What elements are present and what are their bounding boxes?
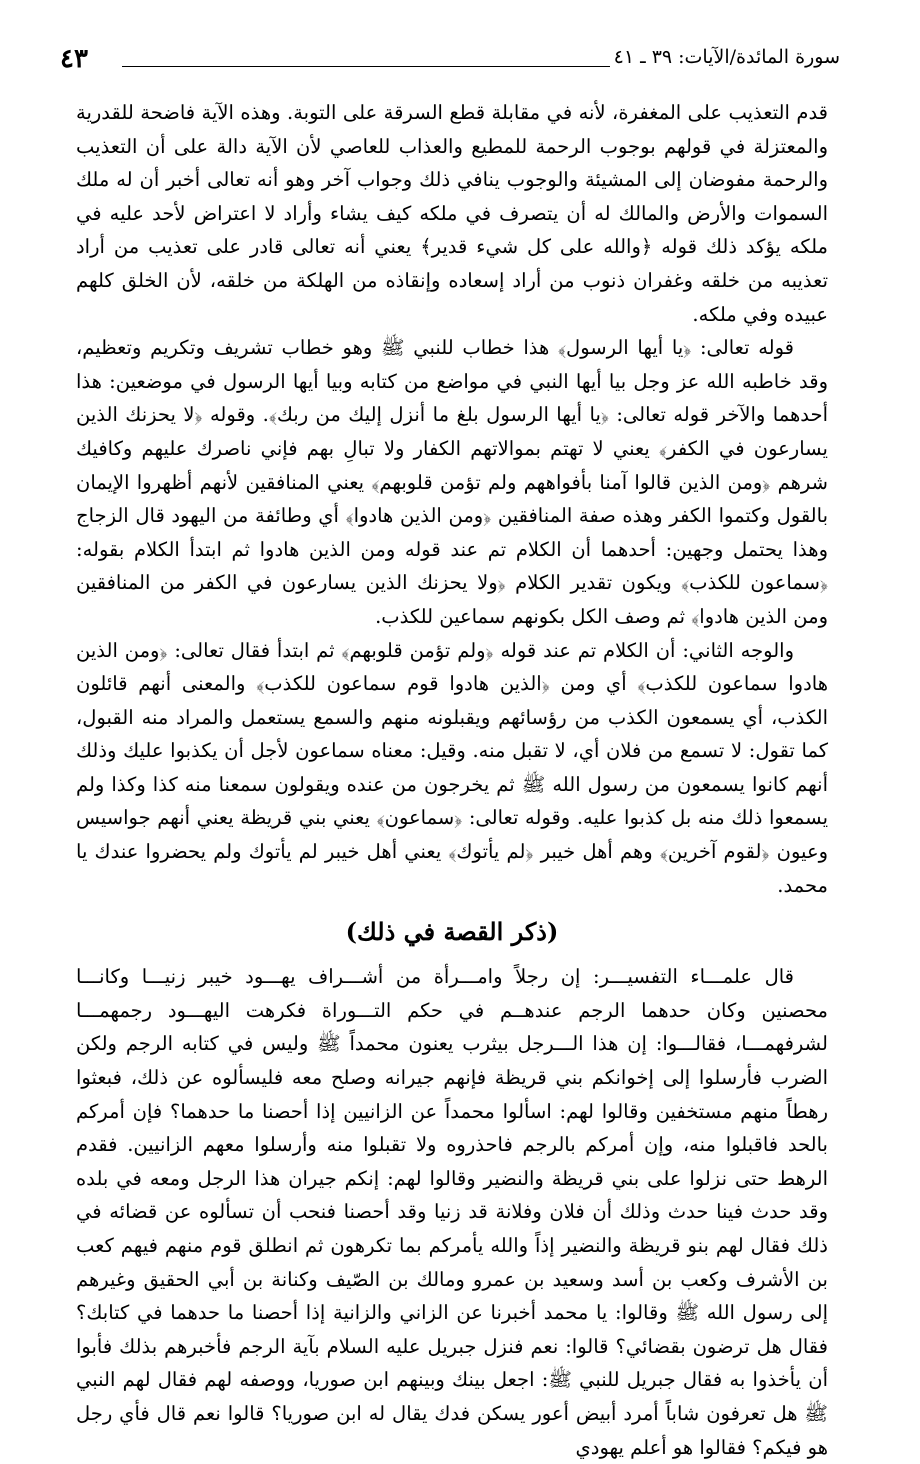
page-body — [76, 96, 828, 1464]
running-title: سورة المائدة/الآيات: ٣٩ ـ ٤١ — [606, 46, 840, 68]
paragraph: قدم التعذيب على المغفرة، لأنه في مقابلة قطع السرقة على التوبة. وهذه الآية فاضحة للقدرية والمعتزلة في قولهم بوجوب الرحمة للمطيع والعذاب للعاصي لأن الآية دالة على أن التعذيب والرحمة مفوضان إلى المشيئة والوجوب ينافي ذلك وجواب آخر وهو أنه تعالى أخبر أن له ملك السموات والأرض والمالك له أن يتصرف في ملكه كيف يشاء وأراد لا اعتراض لأحد عليه في ملكه يؤكد ذلك قوله ﴿والله على كل شيء قدير﴾ يعني أنه تعالى قادر على تعذيب من أراد تعذيبه من خلقه وغفران ذنوب من أراد إسعاده وإنقاذه من الهلكة من خلقه، لأن الخلق كلهم عبيده وفي ملكه. — [76, 101, 828, 326]
page-header — [60, 44, 840, 80]
paragraph: والوجه الثاني: أن الكلام تم عند قوله ﴿ولم تؤمن قلوبهم﴾ ثم ابتدأ فقال تعالى: ﴿ومن الذين هادوا سماعون للكذب﴾ أي ومن ﴿الذين هادوا قوم سماعون للكذب﴾ والمعنى أنهم قائلون الكذب، أي يسمعون الكذب من رؤسائهم ويقبلونه منهم والسمع يستعمل والمراد منه القبول، كما تقول: لا تسمع من فلان أي، لا تقبل منه. وقيل: معناه سماعون لأجل أن يكذبوا عليك وذلك أنهم كانوا يسمعون من رسول الله ﷺ ثم يخرجون من عنده ويقولون سمعنا منه كذا وكذا ولم يسمعوا ذلك منه بل كذبوا عليه. وقوله تعالى: ﴿سماعون﴾ يعني بني قريظة يعني أنهم جواسيس وعيون ﴿لقوم آخرين﴾ وهم أهل خيبر ﴿لم يأتوك﴾ يعني أهل خيبر لم يأتوك ولم يحضروا عندك يا محمد. — [76, 638, 828, 897]
paragraph: قال علمـــاء التفسيـــر: إن رجلاً وامـــرأة من أشـــراف يهـــود خيبر زنيـــا وكانـــا محصنين وكان حدهما الرجم عندهــم في حكم التـــوراة فكرهت اليهـــود رجمهمـــا لشرفهمـــا، فقالـــوا: إن هذا الـــرجل بيثرب يعنون محمداً ﷺ وليس في كتابه الرجم ولكن الضرب فأرسلوا إلى إخوانكم بني قريظة فإنهم جيرانه وصلح معه فليسألوه عن ذلك، فبعثوا رهطاً منهم مستخفين وقالوا لهم: اسألوا محمداً عن الزانيين إذا أحصنا ما حدهما؟ فإن أمركم بالحد فاقبلوا منه، وإن أمركم بالرجم فاحذروه ولا تقبلوا منه وأرسلوا معهم الزانيين. فقدم الرهط حتى نزلوا على بني قريظة والنضير وقالوا لهم: إنكم جيران هذا الرجل ومعه في بلده وقد حدث فينا حدث وذلك أن فلان وفلانة قد زنيا وقد أحصنا فنحب أن تسألوه عن قضائه في ذلك فقال لهم بنو قريظة والنضير إذاً والله يأمركم بما تكرهون ثم انطلق قوم منهم فيهم كعب بن الأشرف وكعب بن أسد وسعيد بن عمرو ومالك بن الصّيف وكنانة بن أبي الحقيق وغيرهم إلى رسول الله ﷺ وقالوا: يا محمد أخبرنا عن الزاني والزانية إذا أحصنا ما حدهما في كتابك؟ فقال هل ترضون بقضائي؟ قالوا: نعم فنزل جبريل عليه السلام بآية الرجم فأخبرهم بذلك فأبوا أن يأخذوا به فقال جبريل للنبي ﷺ: اجعل بينك وبينهم ابن صوريا، ووصفه لهم فقال لهم النبي ﷺ هل تعرفون شاباً أمرد أبيض أعور يسكن فدك يقال له ابن صوريا؟ قالوا نعم قال فأي رجل هو فيكم؟ فقالوا هو أعلم يهودي — [76, 965, 828, 1459]
paragraph: قوله تعالى: ﴿يا أيها الرسول﴾ هذا خطاب للنبي ﷺ وهو خطاب تشريف وتكريم وتعظيم، وقد خاطبه الله عز وجل بيا أيها النبي في مواضع من كتابه وبيا أيها الرسول في موضعين: هذا أحدهما والآخر قوله تعالى: ﴿يا أيها الرسول بلغ ما أنزل إليك من ربك﴾. وقوله ﴿لا يحزنك الذين يسارعون في الكفر﴾ يعني لا تهتم بموالاتهم الكفار ولا تبالِ بهم فإني ناصرك عليهم وكافيك شرهم ﴿ومن الذين قالوا آمنا بأفواههم ولم تؤمن قلوبهم﴾ يعني المنافقين لأنهم أظهروا الإيمان بالقول وكتموا الكفر وهذه صفة المنافقين ﴿ومن الذين هادوا﴾ أي وطائفة من اليهود قال الزجاج وهذا يحتمل وجهين: أحدهما أن الكلام تم عند قوله ومن الذين هادوا ثم ابتدأ الكلام بقوله: ﴿سماعون للكذب﴾ ويكون تقدير الكلام ﴿ولا يحزنك الذين يسارعون في الكفر من المنافقين ومن الذين هادوا﴾ ثم وصف الكل بكونهم سماعين للكذب. — [76, 336, 828, 628]
page-number: ٤٣ — [60, 44, 88, 74]
header-rule — [122, 66, 610, 67]
section-heading: (ذكر القصة في ذلك) — [345, 917, 559, 947]
